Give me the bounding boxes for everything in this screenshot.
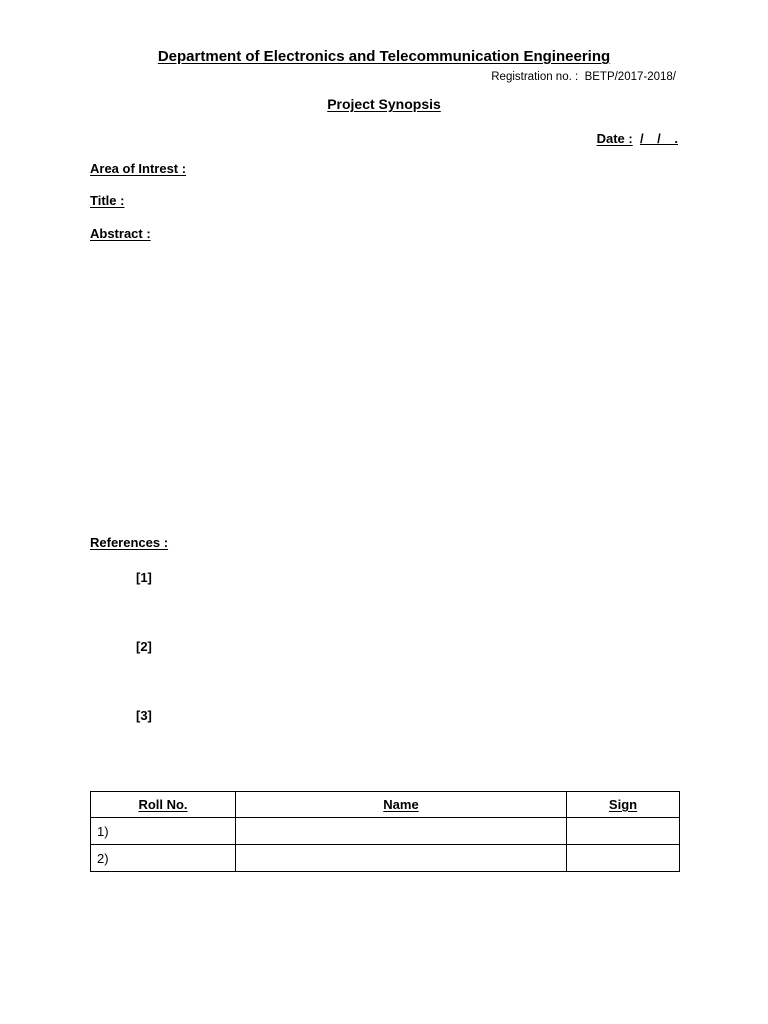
reference-item-1: [1] [136, 570, 152, 585]
page-title: Project Synopsis [327, 96, 441, 112]
registration-label: Registration no. : [491, 71, 579, 83]
date-label: Date : [596, 131, 633, 146]
registration-line [491, 71, 676, 83]
name-header: Name [236, 792, 567, 818]
sign-cell[interactable] [567, 845, 680, 872]
area-of-interest-label: Area of Intrest : [90, 161, 187, 176]
reference-item-3: [3] [136, 708, 152, 723]
date-value: / / . [639, 131, 678, 146]
sign-header: Sign [567, 792, 680, 818]
table-header-row [91, 792, 680, 818]
sign-cell[interactable] [567, 818, 680, 845]
name-cell[interactable] [236, 845, 567, 872]
table-row [91, 818, 680, 845]
date-line [597, 131, 678, 146]
references-label: References : [90, 535, 169, 550]
name-cell[interactable] [236, 818, 567, 845]
roll-no-header: Roll No. [91, 792, 236, 818]
roll-no-cell[interactable]: 2) [91, 845, 236, 872]
table-row [91, 845, 680, 872]
title-label: Title : [90, 193, 125, 208]
registration-value: BETP/2017-2018/ [584, 71, 676, 83]
abstract-label: Abstract : [90, 226, 151, 241]
department-heading: Department of Electronics and Telecommunication Engineering [157, 48, 611, 65]
student-table [90, 791, 680, 872]
reference-item-2: [2] [136, 639, 152, 654]
roll-no-cell[interactable]: 1) [91, 818, 236, 845]
